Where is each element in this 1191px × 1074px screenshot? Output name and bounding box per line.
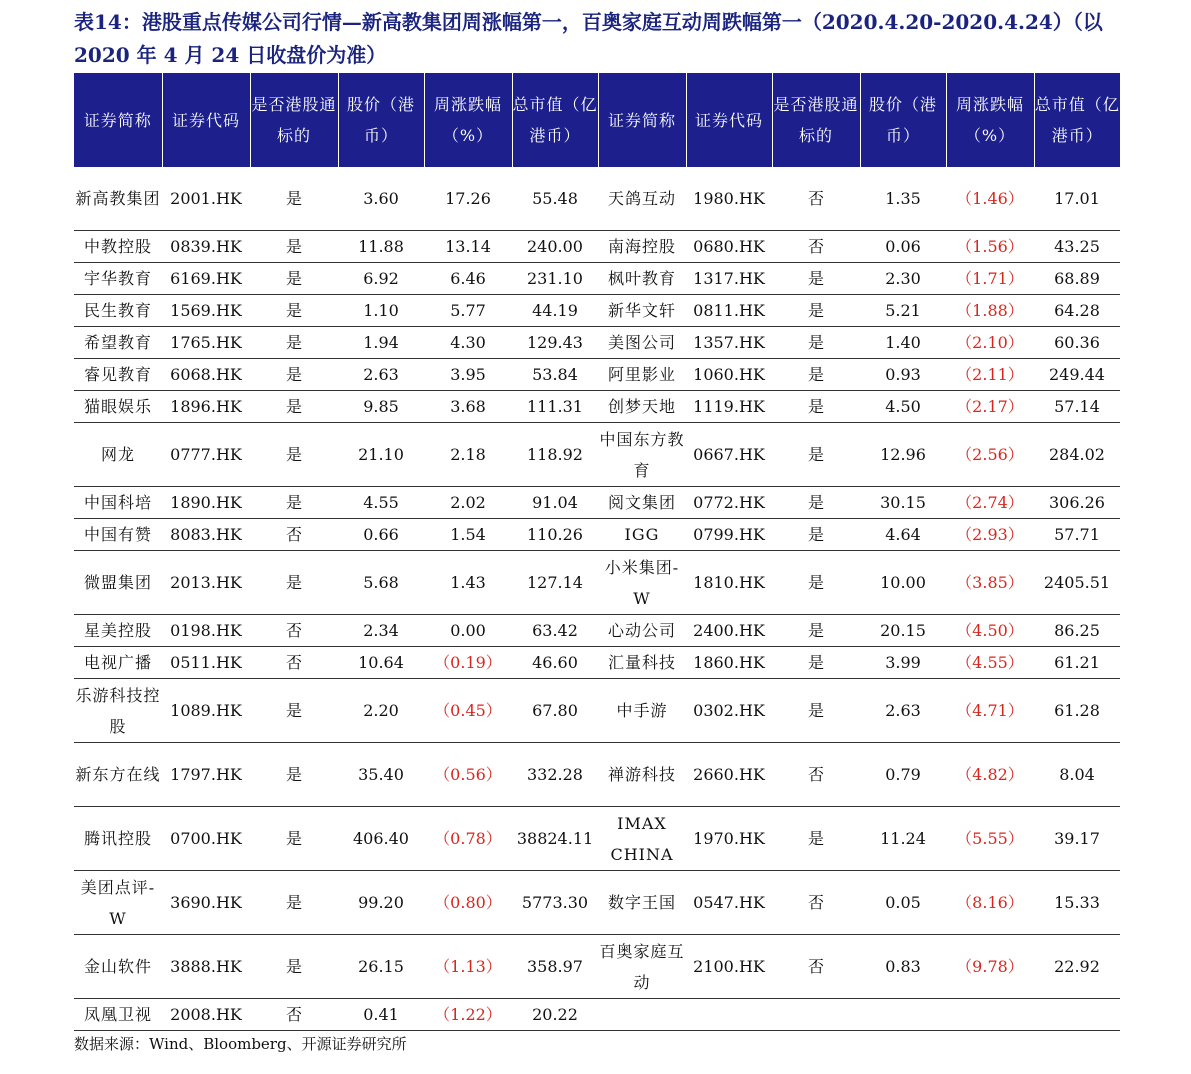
stock-code: 3888.HK — [162, 935, 250, 999]
table-row — [74, 391, 1120, 423]
weekly-change: （2.11） — [946, 359, 1034, 391]
market-cap: 38824.11 — [512, 807, 598, 871]
market-cap: 22.92 — [1034, 935, 1120, 999]
weekly-change: 0.00 — [424, 615, 512, 647]
stock-name: 乐游科技控股 — [74, 679, 162, 743]
col-header: 是否港股通标的 — [772, 73, 860, 167]
table-row — [74, 167, 1120, 231]
stock-name: 猫眼娱乐 — [74, 391, 162, 423]
stock-name: 创梦天地 — [598, 391, 686, 423]
stock-name: 数字王国 — [598, 871, 686, 935]
header-row — [74, 73, 1120, 167]
stock-name: 腾讯控股 — [74, 807, 162, 871]
connect-flag: 是 — [772, 359, 860, 391]
stock-price: 2.34 — [338, 615, 424, 647]
stock-price: 11.24 — [860, 807, 946, 871]
market-cap: 67.80 — [512, 679, 598, 743]
weekly-change: （0.45） — [424, 679, 512, 743]
connect-flag: 否 — [250, 647, 338, 679]
stock-code: 1569.HK — [162, 295, 250, 327]
stock-code: 0772.HK — [686, 487, 772, 519]
stock-price: 0.41 — [338, 999, 424, 1031]
col-header: 总市值（亿港币） — [512, 73, 598, 167]
connect-flag: 否 — [772, 871, 860, 935]
stock-price: 9.85 — [338, 391, 424, 423]
table-row — [74, 647, 1120, 679]
stock-name: 金山软件 — [74, 935, 162, 999]
weekly-change: （2.93） — [946, 519, 1034, 551]
connect-flag: 是 — [772, 615, 860, 647]
table-body — [74, 167, 1120, 1031]
table-row — [74, 615, 1120, 647]
connect-flag: 是 — [772, 519, 860, 551]
stock-code: 0547.HK — [686, 871, 772, 935]
connect-flag: 是 — [250, 167, 338, 231]
weekly-change: （2.56） — [946, 423, 1034, 487]
weekly-change: 3.95 — [424, 359, 512, 391]
market-cap: 2405.51 — [1034, 551, 1120, 615]
stock-name: 微盟集团 — [74, 551, 162, 615]
weekly-change: （2.10） — [946, 327, 1034, 359]
stock-name: 心动公司 — [598, 615, 686, 647]
weekly-change: （2.74） — [946, 487, 1034, 519]
stock-price: 26.15 — [338, 935, 424, 999]
weekly-change: （0.78） — [424, 807, 512, 871]
stock-price: 99.20 — [338, 871, 424, 935]
market-cap: 68.89 — [1034, 263, 1120, 295]
market-cap: 129.43 — [512, 327, 598, 359]
stock-code: 1060.HK — [686, 359, 772, 391]
stock-name: 睿见教育 — [74, 359, 162, 391]
weekly-change: 13.14 — [424, 231, 512, 263]
table-row — [74, 743, 1120, 807]
connect-flag: 否 — [772, 231, 860, 263]
market-cap: 20.22 — [512, 999, 598, 1031]
weekly-change: （0.19） — [424, 647, 512, 679]
stock-name — [598, 999, 686, 1031]
stock-code: 2660.HK — [686, 743, 772, 807]
weekly-change: 2.02 — [424, 487, 512, 519]
stock-price: 6.92 — [338, 263, 424, 295]
stock-code: 1970.HK — [686, 807, 772, 871]
stock-name: 美图公司 — [598, 327, 686, 359]
market-cap: 53.84 — [512, 359, 598, 391]
connect-flag: 是 — [250, 871, 338, 935]
stock-price: 0.79 — [860, 743, 946, 807]
connect-flag: 是 — [772, 295, 860, 327]
stock-name: 希望教育 — [74, 327, 162, 359]
connect-flag: 是 — [250, 487, 338, 519]
stock-code: 8083.HK — [162, 519, 250, 551]
connect-flag: 是 — [772, 327, 860, 359]
stock-price: 406.40 — [338, 807, 424, 871]
stock-price: 5.68 — [338, 551, 424, 615]
stock-name: 电视广播 — [74, 647, 162, 679]
stock-price: 0.06 — [860, 231, 946, 263]
stock-price: 1.35 — [860, 167, 946, 231]
stock-name: 新华文轩 — [598, 295, 686, 327]
weekly-change: （1.46） — [946, 167, 1034, 231]
weekly-change: 1.54 — [424, 519, 512, 551]
table-caption: 表14：港股重点传媒公司行情—新高教集团周涨幅第一，百奥家庭互动周跌幅第一（2020.4.20-2020.4.24）（以 2020 年 4 月 24 日收盘价为准） — [74, 10, 1103, 67]
stock-price: 4.50 — [860, 391, 946, 423]
weekly-change: （1.71） — [946, 263, 1034, 295]
market-cap: 332.28 — [512, 743, 598, 807]
stock-price — [860, 999, 946, 1031]
market-cap: 17.01 — [1034, 167, 1120, 231]
col-header: 是否港股通标的 — [250, 73, 338, 167]
market-cap: 46.60 — [512, 647, 598, 679]
table-row — [74, 423, 1120, 487]
stock-code — [686, 999, 772, 1031]
market-cap: 8.04 — [1034, 743, 1120, 807]
market-cap: 61.28 — [1034, 679, 1120, 743]
stock-code: 1980.HK — [686, 167, 772, 231]
stock-name: 凤凰卫视 — [74, 999, 162, 1031]
col-header: 股价（港币） — [338, 73, 424, 167]
connect-flag: 是 — [250, 679, 338, 743]
connect-flag: 是 — [772, 647, 860, 679]
stock-name: 中国东方教育 — [598, 423, 686, 487]
market-cap: 44.19 — [512, 295, 598, 327]
table-row — [74, 487, 1120, 519]
stock-name: 宇华教育 — [74, 263, 162, 295]
stock-code: 0511.HK — [162, 647, 250, 679]
stock-name: 阿里影业 — [598, 359, 686, 391]
stock-code: 6169.HK — [162, 263, 250, 295]
connect-flag: 否 — [772, 743, 860, 807]
market-cap: 118.92 — [512, 423, 598, 487]
connect-flag: 否 — [250, 999, 338, 1031]
weekly-change: （0.80） — [424, 871, 512, 935]
market-cap: 55.48 — [512, 167, 598, 231]
table-row — [74, 263, 1120, 295]
connect-flag: 是 — [772, 551, 860, 615]
table-row — [74, 871, 1120, 935]
connect-flag: 是 — [250, 359, 338, 391]
market-cap: 358.97 — [512, 935, 598, 999]
weekly-change: （5.55） — [946, 807, 1034, 871]
market-cap: 43.25 — [1034, 231, 1120, 263]
stock-price: 4.64 — [860, 519, 946, 551]
stock-code: 1860.HK — [686, 647, 772, 679]
stock-price: 0.66 — [338, 519, 424, 551]
stock-name: 中国科培 — [74, 487, 162, 519]
stock-name: IMAX CHINA — [598, 807, 686, 871]
connect-flag — [772, 999, 860, 1031]
market-cap: 284.02 — [1034, 423, 1120, 487]
stock-price: 1.40 — [860, 327, 946, 359]
weekly-change: （1.22） — [424, 999, 512, 1031]
stock-price: 1.94 — [338, 327, 424, 359]
market-cap: 111.31 — [512, 391, 598, 423]
stock-price: 2.30 — [860, 263, 946, 295]
stock-code: 0839.HK — [162, 231, 250, 263]
stock-name: 禅游科技 — [598, 743, 686, 807]
stock-price: 0.83 — [860, 935, 946, 999]
stock-price: 3.60 — [338, 167, 424, 231]
stock-code: 0667.HK — [686, 423, 772, 487]
stock-name: 民生教育 — [74, 295, 162, 327]
weekly-change: （2.17） — [946, 391, 1034, 423]
col-header: 证券简称 — [598, 73, 686, 167]
stock-price: 0.93 — [860, 359, 946, 391]
stock-price: 0.05 — [860, 871, 946, 935]
stock-name: 小米集团-W — [598, 551, 686, 615]
stock-price: 5.21 — [860, 295, 946, 327]
market-cap: 60.36 — [1034, 327, 1120, 359]
stock-name: 天鸽互动 — [598, 167, 686, 231]
stock-name: 星美控股 — [74, 615, 162, 647]
stock-price: 20.15 — [860, 615, 946, 647]
col-header: 证券简称 — [74, 73, 162, 167]
stock-code: 0198.HK — [162, 615, 250, 647]
col-header: 周涨跌幅（%） — [946, 73, 1034, 167]
market-cap: 63.42 — [512, 615, 598, 647]
connect-flag: 是 — [250, 935, 338, 999]
stock-table — [74, 73, 1120, 1031]
stock-name: 网龙 — [74, 423, 162, 487]
weekly-change: 4.30 — [424, 327, 512, 359]
stock-code: 2013.HK — [162, 551, 250, 615]
table-row — [74, 999, 1120, 1031]
connect-flag: 是 — [250, 231, 338, 263]
weekly-change: 6.46 — [424, 263, 512, 295]
market-cap: 240.00 — [512, 231, 598, 263]
connect-flag: 是 — [772, 679, 860, 743]
weekly-change: 2.18 — [424, 423, 512, 487]
stock-code: 2100.HK — [686, 935, 772, 999]
market-cap: 64.28 — [1034, 295, 1120, 327]
stock-code: 0680.HK — [686, 231, 772, 263]
connect-flag: 否 — [772, 167, 860, 231]
stock-code: 0302.HK — [686, 679, 772, 743]
stock-code: 2001.HK — [162, 167, 250, 231]
col-header: 股价（港币） — [860, 73, 946, 167]
stock-code: 1896.HK — [162, 391, 250, 423]
connect-flag: 是 — [250, 807, 338, 871]
stock-name: 汇量科技 — [598, 647, 686, 679]
market-cap: 57.71 — [1034, 519, 1120, 551]
connect-flag: 是 — [250, 295, 338, 327]
col-header: 证券代码 — [686, 73, 772, 167]
stock-name: 枫叶教育 — [598, 263, 686, 295]
market-cap: 61.21 — [1034, 647, 1120, 679]
stock-price: 21.10 — [338, 423, 424, 487]
connect-flag: 否 — [250, 615, 338, 647]
stock-name: 中手游 — [598, 679, 686, 743]
weekly-change: （1.56） — [946, 231, 1034, 263]
col-header: 周涨跌幅（%） — [424, 73, 512, 167]
table-row — [74, 295, 1120, 327]
stock-code: 2008.HK — [162, 999, 250, 1031]
weekly-change: （4.82） — [946, 743, 1034, 807]
connect-flag: 是 — [250, 743, 338, 807]
stock-price: 3.99 — [860, 647, 946, 679]
connect-flag: 是 — [250, 263, 338, 295]
weekly-change: 1.43 — [424, 551, 512, 615]
stock-price: 2.63 — [338, 359, 424, 391]
stock-name: 美团点评-W — [74, 871, 162, 935]
stock-code: 3690.HK — [162, 871, 250, 935]
stock-code: 0799.HK — [686, 519, 772, 551]
weekly-change — [946, 999, 1034, 1031]
stock-name: IGG — [598, 519, 686, 551]
stock-code: 1810.HK — [686, 551, 772, 615]
market-cap: 127.14 — [512, 551, 598, 615]
stock-name: 新高教集团 — [74, 167, 162, 231]
stock-code: 0700.HK — [162, 807, 250, 871]
stock-name: 中教控股 — [74, 231, 162, 263]
stock-code: 1317.HK — [686, 263, 772, 295]
table-row — [74, 935, 1120, 999]
stock-name: 南海控股 — [598, 231, 686, 263]
stock-price: 35.40 — [338, 743, 424, 807]
stock-name: 阅文集团 — [598, 487, 686, 519]
stock-code: 1765.HK — [162, 327, 250, 359]
stock-code: 1357.HK — [686, 327, 772, 359]
connect-flag: 是 — [772, 391, 860, 423]
stock-price: 12.96 — [860, 423, 946, 487]
col-header: 证券代码 — [162, 73, 250, 167]
market-cap: 110.26 — [512, 519, 598, 551]
market-cap: 86.25 — [1034, 615, 1120, 647]
stock-code: 6068.HK — [162, 359, 250, 391]
stock-name: 新东方在线 — [74, 743, 162, 807]
weekly-change: （4.50） — [946, 615, 1034, 647]
stock-price: 2.63 — [860, 679, 946, 743]
market-cap: 39.17 — [1034, 807, 1120, 871]
stock-code: 1119.HK — [686, 391, 772, 423]
connect-flag: 是 — [772, 263, 860, 295]
market-cap: 91.04 — [512, 487, 598, 519]
table-row — [74, 551, 1120, 615]
connect-flag: 是 — [772, 423, 860, 487]
stock-code: 1089.HK — [162, 679, 250, 743]
stock-price: 10.64 — [338, 647, 424, 679]
weekly-change: （3.85） — [946, 551, 1034, 615]
source-note: 数据来源：Wind、Bloomberg、开源证券研究所 — [74, 1035, 407, 1053]
stock-code: 2400.HK — [686, 615, 772, 647]
weekly-change: （1.13） — [424, 935, 512, 999]
stock-code: 0811.HK — [686, 295, 772, 327]
connect-flag: 否 — [772, 935, 860, 999]
market-cap: 57.14 — [1034, 391, 1120, 423]
table-row — [74, 519, 1120, 551]
weekly-change: （9.78） — [946, 935, 1034, 999]
market-cap: 306.26 — [1034, 487, 1120, 519]
table-row — [74, 231, 1120, 263]
weekly-change: （4.55） — [946, 647, 1034, 679]
connect-flag: 是 — [250, 551, 338, 615]
stock-price: 1.10 — [338, 295, 424, 327]
stock-name: 百奥家庭互动 — [598, 935, 686, 999]
table-row — [74, 359, 1120, 391]
stock-price: 10.00 — [860, 551, 946, 615]
connect-flag: 是 — [250, 391, 338, 423]
stock-price: 11.88 — [338, 231, 424, 263]
connect-flag: 是 — [772, 487, 860, 519]
table-row — [74, 807, 1120, 871]
col-header: 总市值（亿港币） — [1034, 73, 1120, 167]
stock-code: 1890.HK — [162, 487, 250, 519]
market-cap — [1034, 999, 1120, 1031]
connect-flag: 是 — [250, 423, 338, 487]
stock-price: 30.15 — [860, 487, 946, 519]
weekly-change: （4.71） — [946, 679, 1034, 743]
market-cap: 15.33 — [1034, 871, 1120, 935]
connect-flag: 是 — [772, 807, 860, 871]
weekly-change: （8.16） — [946, 871, 1034, 935]
connect-flag: 否 — [250, 519, 338, 551]
weekly-change: 3.68 — [424, 391, 512, 423]
table-row — [74, 679, 1120, 743]
stock-code: 0777.HK — [162, 423, 250, 487]
market-cap: 5773.30 — [512, 871, 598, 935]
connect-flag: 是 — [250, 327, 338, 359]
stock-price: 2.20 — [338, 679, 424, 743]
table-row — [74, 327, 1120, 359]
stock-price: 4.55 — [338, 487, 424, 519]
weekly-change: 17.26 — [424, 167, 512, 231]
weekly-change: （1.88） — [946, 295, 1034, 327]
market-cap: 249.44 — [1034, 359, 1120, 391]
stock-name: 中国有赞 — [74, 519, 162, 551]
weekly-change: 5.77 — [424, 295, 512, 327]
market-cap: 231.10 — [512, 263, 598, 295]
weekly-change: （0.56） — [424, 743, 512, 807]
stock-code: 1797.HK — [162, 743, 250, 807]
